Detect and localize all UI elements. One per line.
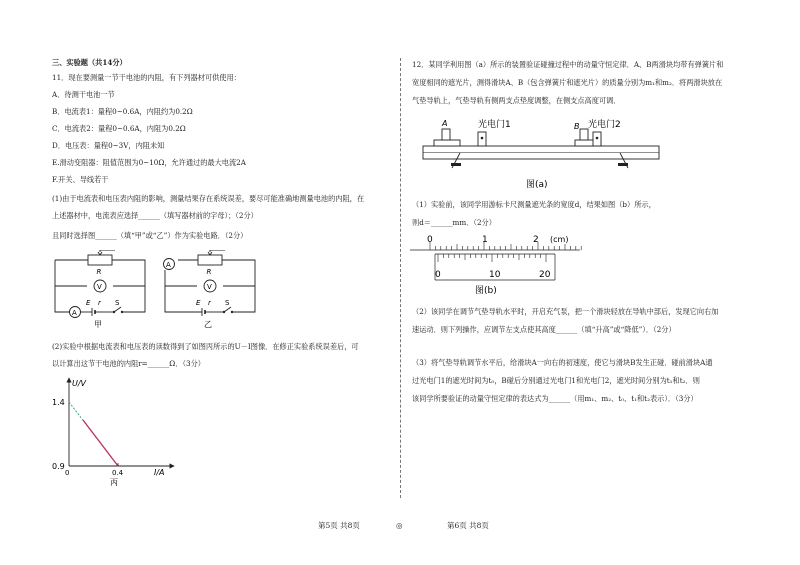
footer-page-right: 第6页 共8页 <box>447 521 489 530</box>
graph-y-top: 1.4 <box>52 398 65 407</box>
item-d: D．电压表：量程0~3V，内阻未知 <box>52 141 165 150</box>
circuit-yi-s: S <box>225 299 230 307</box>
circuit-yi-voltmeter: V <box>207 283 212 291</box>
graph-ylabel: U/V <box>72 379 87 388</box>
q11-part2-line2: 以计算出这节干电池的内阻r=______Ω．（3分） <box>52 359 205 368</box>
fig-a-gate2: 光电门2 <box>588 120 621 130</box>
column-divider <box>400 58 401 498</box>
graph-y-bottom: 0.9 <box>52 462 65 471</box>
graph-x-tick: 0.4 <box>112 469 124 477</box>
q12-part3-line2: 过光电门1的遮光时间为t₀，B碰后分别通过光电门1和光电门2，遮光时间分别为t₁和t₂．则 <box>412 376 700 385</box>
fig-b-vernier-20: 20 <box>539 270 551 280</box>
fig-b-unit: (cm) <box>550 235 569 244</box>
circuit-jia-s: S <box>115 299 120 307</box>
q12-part3-line1: （3）将气垫导轨调节水平后，给滑块A一向右的初速度，使它与滑块B发生正碰．碰前滑块A通 <box>412 358 713 367</box>
air-track-figure <box>420 112 665 192</box>
fig-a-label-a: A <box>442 119 448 128</box>
circuit-yi-diagram <box>160 250 260 330</box>
q12-part1-line1: （1）实验前，该同学用游标卡尺测量遮光条的宽度d，结果如图（b）所示， <box>412 200 656 209</box>
item-e: E.滑动变阻器：阻值范围为0~10Ω，允许通过的最大电流2A <box>52 158 246 167</box>
circuit-yi-ammeter: A <box>166 261 171 269</box>
q12-part2-line2: 速运动．则下列操作，应调节左支点使其高度______（填“升高”或“降低”）．（2分） <box>412 325 676 334</box>
circuit-jia-diagram <box>50 250 150 330</box>
q11-part1-line3: 且同时选择图______（填“甲”或“乙”）作为实验电路．（2分） <box>52 231 248 240</box>
fig-b-main-2: 2 <box>533 235 539 245</box>
circuit-jia-caption: 甲 <box>94 320 102 329</box>
section-title: 三、实验题（共14分） <box>52 58 127 67</box>
circuit-jia-ammeter: A <box>72 309 77 317</box>
circuit-jia-voltmeter: V <box>97 283 102 291</box>
q12-line2: 宽度相同的遮光片，测得滑块A、B（包含弹簧片和遮光片）的质量分别为m₁和m₂．将两滑块放在 <box>412 78 723 87</box>
circuit-jia-r-label: R <box>96 268 102 276</box>
item-c: C．电流表2：量程0~0.6A，内阻为0.2Ω <box>52 124 186 133</box>
graph-caption: 丙 <box>110 478 118 487</box>
fig-a-caption: 图(a) <box>526 180 548 190</box>
footer-center-mark: ◎ <box>396 521 403 530</box>
item-b: B．电流表1：量程0~0.6A，内阻约为0.2Ω <box>52 107 193 116</box>
q12-part2-line1: （2）该同学在调节气垫导轨水平时，开启充气泵，把一个滑块轻放在导轨中部后，发现它向右加 <box>412 307 719 316</box>
ui-graph <box>50 374 180 489</box>
q11-intro: 11．现在要测量一节干电池的内阻，有下列器材可供使用： <box>52 73 241 82</box>
fig-a-label-b: B <box>574 122 580 131</box>
circuit-yi-r: r <box>208 299 211 307</box>
q11-part1-line2: 上述器材中，电流表应选择______（填写器材前的字母）；（2分） <box>52 211 258 220</box>
vernier-caliper-figure <box>405 230 585 302</box>
item-f: F.开关、导线若干 <box>52 175 109 184</box>
fig-b-main-1: 1 <box>482 235 488 245</box>
fig-a-gate1: 光电门1 <box>478 120 511 130</box>
q11-part2-line1: (2)实验中根据电流表和电压表的读数得到了如图丙所示的U－I图像．在修正实验系统误差后，可 <box>52 342 359 351</box>
fig-b-main-0: 0 <box>427 235 433 245</box>
q12-part1-line2: 则d＝______mm．（2分） <box>412 218 496 227</box>
fig-b-vernier-0: 0 <box>435 270 441 280</box>
graph-origin: 0 <box>65 469 70 477</box>
q12-line1: 12．某同学利用图（a）所示的装置验证碰撞过程中的动量守恒定律．A、B两滑块均带有弹簧片和 <box>412 60 724 69</box>
circuit-yi-caption: 乙 <box>204 320 212 329</box>
footer-page-left: 第5页 共8页 <box>318 521 360 530</box>
fig-b-caption: 图(b) <box>475 286 497 296</box>
circuit-jia-r: r <box>98 299 101 307</box>
fig-b-vernier-10: 10 <box>489 270 501 280</box>
graph-xlabel: I/A <box>154 468 165 477</box>
circuit-jia-e: E <box>86 299 91 307</box>
q12-part3-line3: 该同学所要验证的动量守恒定律的表达式为______（用m₁、m₂、t₀、t₁和t₂表示）．（3分） <box>412 394 698 403</box>
q12-line3: 气垫导轨上，气垫导轨有侧两支点垫度调整，在侧支点高度可调． <box>412 96 621 105</box>
q11-part1-line1: (1)由于电流表和电压表内阻的影响，测量结果存在系统误差，要尽可能准确地测量电池的内阻，在 <box>52 194 365 203</box>
circuit-yi-e: E <box>196 299 201 307</box>
item-a: A．待测干电池一节 <box>52 90 115 99</box>
circuit-yi-r-label: R <box>206 268 212 276</box>
